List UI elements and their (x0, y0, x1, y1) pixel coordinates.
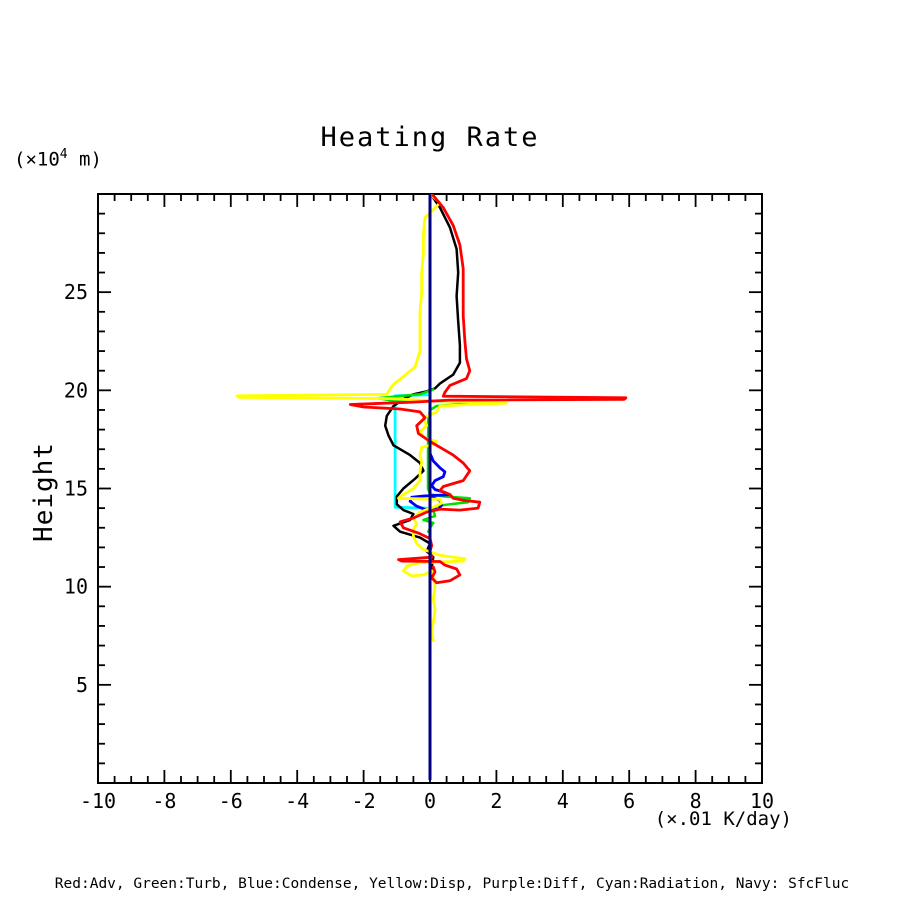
x-tick-label: -10 (79, 789, 117, 813)
x-tick-label: -4 (285, 789, 310, 813)
y-unit-suffix: m) (67, 148, 102, 171)
y-tick-label: 5 (75, 672, 88, 697)
y-tick-label: 25 (63, 280, 88, 305)
chart-title: Heating Rate (320, 122, 540, 153)
x-axis-unit-label: (×.01 K/day) (654, 808, 792, 830)
x-tick-label: -6 (218, 789, 243, 813)
y-tick-label: 15 (63, 476, 88, 501)
x-tick-label: 10 (749, 789, 775, 813)
y-tick-label: 10 (63, 574, 88, 599)
y-unit-prefix: (×10 (14, 148, 60, 171)
x-tick-label: 8 (689, 789, 702, 813)
y-axis-title: Height (29, 442, 59, 542)
series-disp-line (237, 196, 506, 641)
x-tick-label: 4 (556, 789, 569, 813)
x-tick-label: -2 (351, 789, 376, 813)
x-tick-label: 0 (423, 789, 437, 813)
y-tick-label: 20 (63, 378, 88, 403)
x-tick-label: -8 (152, 789, 177, 813)
y-unit-exponent: 4 (59, 147, 68, 162)
x-tick-label: 6 (623, 789, 636, 813)
x-tick-label: 2 (490, 789, 503, 813)
color-legend-text: Red:Adv, Green:Turb, Blue:Condense, Yellow:Disp, Purple:Diff, Cyan:Radiation, Navy: SfcFluc (54, 876, 850, 892)
